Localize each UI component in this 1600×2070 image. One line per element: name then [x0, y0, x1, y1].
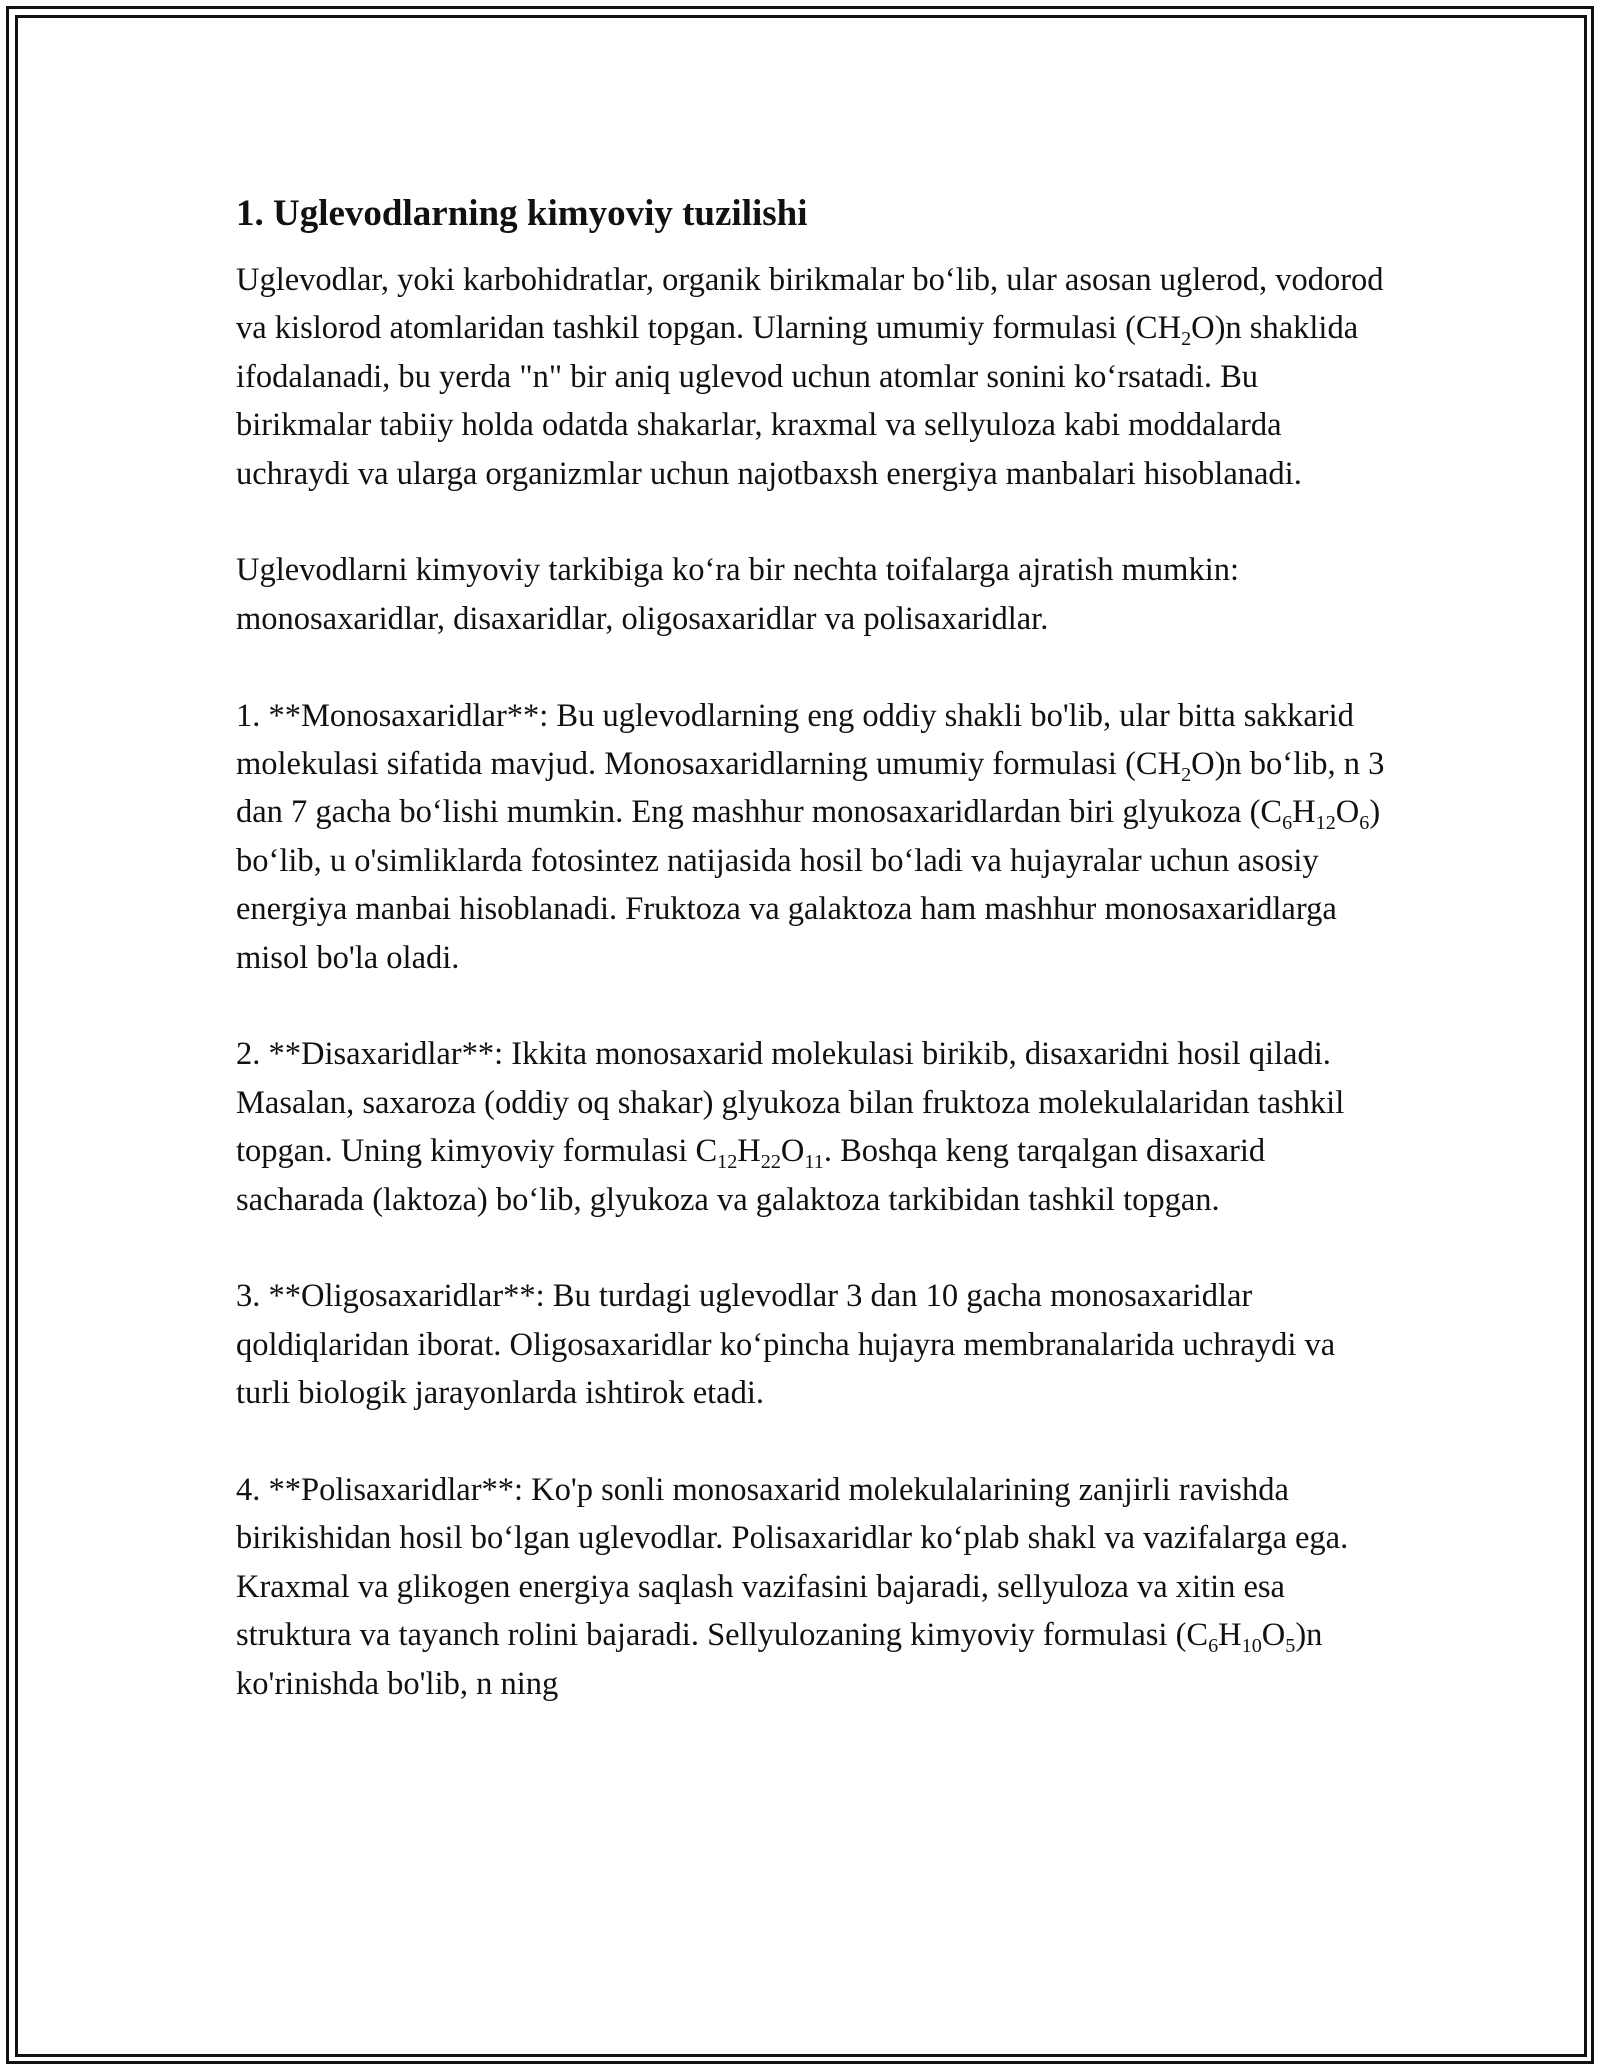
section-heading: 1. Uglevodlarning kimyoviy tuzilishi — [236, 193, 808, 234]
subscript: 6 — [1208, 1635, 1219, 1658]
text-run: . Boshqa keng tarqalgan disaxarid sacharada (laktoza) bo‘lib, glyukoza va galaktoza tarkibidan tashkil topgan. — [236, 1133, 1266, 1218]
subscript: 6 — [1359, 812, 1370, 835]
text-run: H — [737, 1133, 761, 1170]
text-run: O — [780, 1133, 805, 1170]
text-run: H — [1292, 794, 1316, 831]
paragraph-categories: Uglevodlarni kimyoviy tarkibiga ko‘ra bir nechta toifalarga ajratish mumkin: monosaxaridlar, disaxaridlar, oligosaxaridlar va polisaxaridlar. — [236, 552, 1240, 637]
paragraph-monosaccharides — [236, 692, 1386, 982]
subscript: 12 — [1315, 812, 1336, 835]
text-run: )n ko'rinishda bo'lib, n ning — [236, 1617, 1323, 1702]
paragraph-intro — [236, 256, 1386, 498]
text-run: O — [1261, 1617, 1286, 1654]
subscript: 10 — [1241, 1635, 1262, 1658]
text-run: H — [1218, 1617, 1242, 1654]
subscript: 22 — [760, 1151, 781, 1174]
text-run: O — [1335, 794, 1360, 831]
text-run: 2. **Disaxaridlar**: Ikkita monosaxarid molekulasi birikib, disaxaridni hosil qiladi. Masalan, saxaroza (oddiy oq shakar) glyukoza bilan fruktoza molekulalaridan tashkil topgan. Uning kimyoviy formulasi C — [236, 1036, 1345, 1170]
text-run: O)n bo‘lib, n 3 dan 7 gacha bo‘lishi mumkin. Eng mashhur monosaxaridlardan biri glyukoza (C — [236, 746, 1385, 831]
paragraph-oligosaccharides: 3. **Oligosaxaridlar**: Bu turdagi uglevodlar 3 dan 10 gacha monosaxaridlar qoldiqlaridan iborat. Oligosaxaridlar ko‘pincha hujayra membranalarida uchraydi va turli biologik jarayonlarda ishtirok etadi. — [236, 1278, 1336, 1412]
paragraph-disaccharides — [236, 1030, 1386, 1224]
subscript: 11 — [804, 1151, 824, 1174]
text-run: O)n shaklida ifodalanadi, bu yerda "n" bir aniq uglevod uchun atomlar sonini ko‘rsatadi. Bu birikmalar tabiiy holda odatda shakarlar, kraxmal va sellyuloza kabi moddalarda uchraydi va ularga organizmlar uchun najotbaxsh energiya manbalari hisoblanadi. — [236, 310, 1359, 492]
subscript: 12 — [717, 1151, 738, 1174]
subscript: 6 — [1282, 812, 1293, 835]
text-run: ) bo‘lib, u o'simliklarda fotosintez natijasida hosil bo‘ladi va hujayralar uchun asosiy energiya manbai hisoblanadi. Fruktoza va galaktoza ham mashhur monosaxaridlarga misol bo'la oladi. — [236, 794, 1381, 976]
subscript: 2 — [1181, 328, 1192, 351]
text-run: 4. **Polisaxaridlar**: Ko'p sonli monosaxarid molekulalarining zanjirli ravishda birikishidan hosil bo‘lgan uglevodlar. Polisaxaridlar ko‘plab shakl va vazifalarga ega. Kraxmal va glikogen energiya saqlash vazifasini bajaradi, sellyuloza va xitin esa struktura va tayanch rolini bajaradi. Sellyulozaning kimyoviy formulasi (C — [236, 1472, 1349, 1654]
document-body — [236, 186, 1386, 1757]
text-run: Uglevodlar, yoki karbohidratlar, organik birikmalar bo‘lib, ular asosan uglerod, vodorod va kislorod atomlaridan tashkil topgan. Ularning umumiy formulasi (CH — [236, 262, 1384, 347]
text-run: 1. **Monosaxaridlar**: Bu uglevodlarning eng oddiy shakli bo'lib, ular bitta sakkarid molekulasi sifatida mavjud. Monosaxaridlarning umumiy formulasi (CH — [236, 697, 1354, 783]
subscript: 2 — [1181, 764, 1192, 787]
subscript: 5 — [1285, 1635, 1296, 1658]
paragraph-polysaccharides — [236, 1466, 1386, 1708]
